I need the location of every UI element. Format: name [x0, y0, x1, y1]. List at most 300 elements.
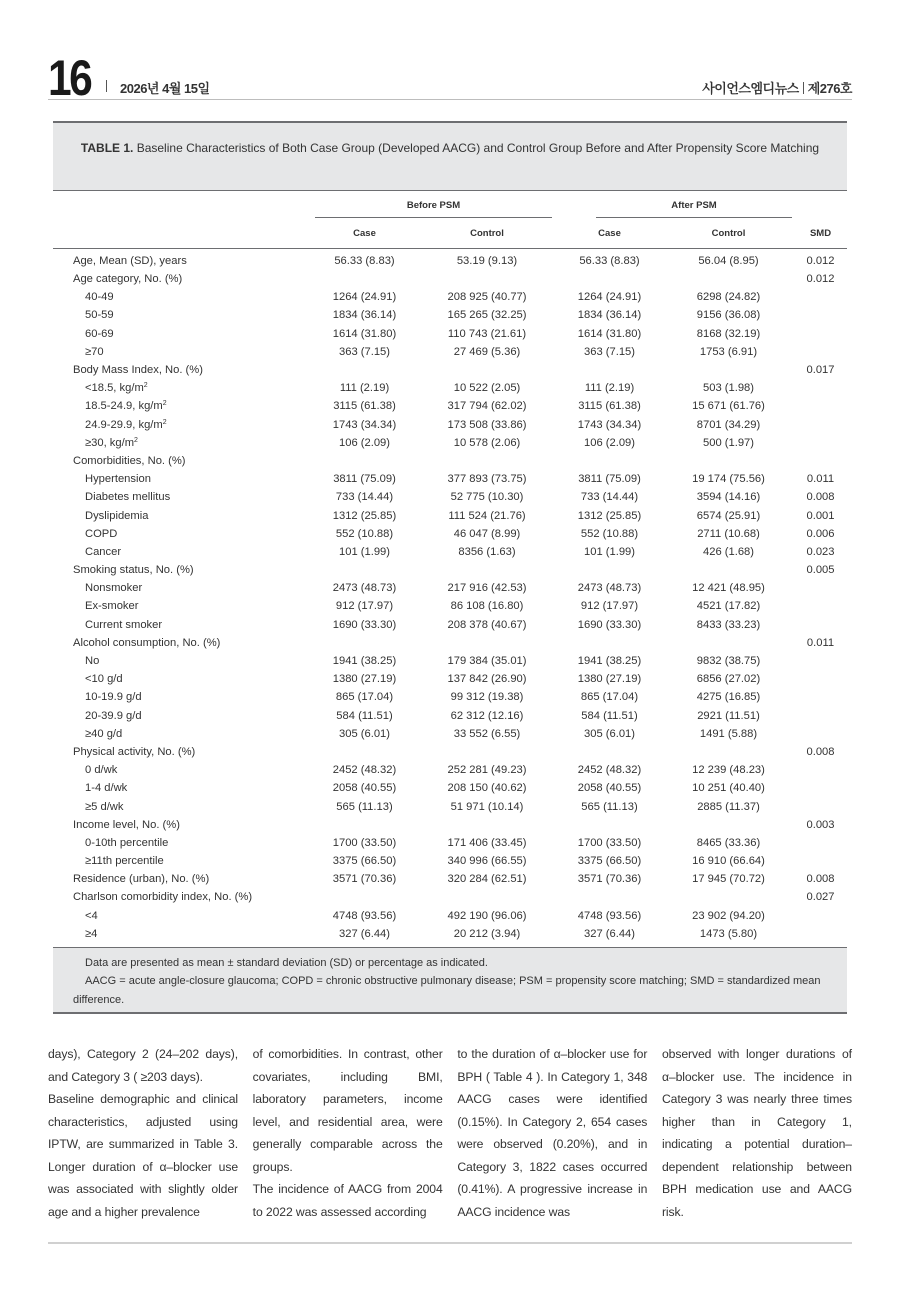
row-label: <10 g/d — [85, 673, 123, 686]
before-case-value: 565 (11.13) — [336, 800, 393, 813]
table-note: AACG = acute angle-closure glaucoma; COPD = chronic obstructive pulmonary disease; PSM = propensity score matching; SMD = standardized mean difference. — [73, 975, 821, 1006]
before-case-value: 305 (6.01) — [339, 727, 390, 740]
before-control-value: 86 108 (16.80) — [450, 600, 524, 613]
article-column — [457, 1043, 647, 1223]
smd-value: 0.008 — [806, 745, 835, 758]
row-label: Residence (urban), No. (%) — [73, 873, 210, 886]
row-label: 60-69 — [85, 327, 114, 340]
table-row — [53, 434, 847, 452]
after-case-value: 2473 (48.73) — [577, 582, 642, 595]
article-paragraph: observed with longer durations of α–blocker use. The incidence in Category 3 was nearly three times higher than in Category 1, indicating a potential duration–dependent relationship between BPH medication use and AACG risk. — [661, 1047, 852, 1219]
after-case-value: 3375 (66.50) — [577, 855, 642, 868]
before-control-value: 33 552 (6.55) — [453, 727, 521, 740]
before-case-value — [311, 361, 418, 379]
before-case-value: 865 (17.04) — [335, 691, 394, 704]
before-control-value: 10 578 (2.06) — [453, 436, 521, 449]
row-label: Cancer — [85, 545, 122, 558]
table-row — [53, 888, 847, 906]
before-control-value — [418, 634, 556, 652]
smd-value — [794, 325, 847, 343]
smd-value: 0.012 — [806, 273, 835, 286]
after-case-value: 1690 (33.30) — [577, 618, 642, 631]
issue-date: 2026년 4월 15일 — [120, 81, 210, 96]
smd-value — [794, 306, 847, 324]
smd-value — [794, 907, 847, 925]
after-control-value: 15 671 (61.76) — [692, 400, 765, 413]
after-case-value: 1834 (36.14) — [577, 309, 642, 322]
article-paragraph: Baseline demographic and clinical characteristics, adjusted using IPTW, are summarized in Table 3. Longer duration of α–blocker use was associated with slightly older age and a higher prevalence — [48, 1092, 238, 1219]
row-label: ≥11th percentile — [85, 855, 164, 868]
publication-info — [702, 78, 852, 97]
after-case-value: 1700 (33.50) — [577, 836, 642, 849]
before-control-value — [418, 270, 556, 288]
row-label: Age category, No. (%) — [73, 273, 183, 286]
after-control-value — [663, 361, 794, 379]
row-label: Diabetes mellitus — [85, 491, 171, 504]
row-label: Income level, No. (%) — [73, 818, 180, 831]
before-case-value: 56.33 (8.83) — [334, 255, 395, 268]
before-control-value: 208 150 (40.62) — [447, 782, 527, 795]
after-control-value: 12 421 (48.95) — [692, 582, 765, 595]
smd-value — [794, 725, 847, 743]
table-row — [53, 488, 847, 506]
footer-divider — [48, 1242, 852, 1244]
baseline-characteristics-table — [53, 191, 847, 947]
row-label: <18.5, $kg/m^2$ — [85, 382, 148, 395]
row-label: Smoking status, No. (%) — [73, 564, 194, 577]
before-case-value: 1743 (34.34) — [332, 418, 397, 431]
after-case-value: 2452 (48.32) — [577, 764, 642, 777]
before-case-value — [311, 561, 418, 579]
table-row — [53, 925, 847, 947]
after-control-value: 1753 (6.91) — [699, 345, 758, 358]
before-case-value: 3375 (66.50) — [332, 855, 397, 868]
after-control-value: 4275 (16.85) — [696, 691, 761, 704]
before-control-value: 340 996 (66.55) — [447, 855, 527, 868]
before-control-value: 52 775 (10.30) — [450, 491, 524, 504]
before-case-value — [311, 816, 418, 834]
before-case-value — [311, 888, 418, 906]
smd-value: 0.011 — [806, 636, 835, 649]
row-label: ≥40 g/d — [85, 727, 123, 740]
before-case-value: 327 (6.44) — [339, 927, 390, 940]
after-case-value — [556, 452, 663, 470]
before-control-value: 208 378 (40.67) — [447, 618, 527, 631]
col-header-after-control: Control — [663, 219, 794, 248]
after-control-value: 8168 (32.19) — [696, 327, 761, 340]
table-caption-label: TABLE 1. — [80, 141, 134, 155]
table-row — [53, 816, 847, 834]
smd-value — [794, 616, 847, 634]
smd-value: 0.011 — [806, 473, 835, 486]
after-control-value — [663, 270, 794, 288]
before-case-value: 1264 (24.91) — [332, 291, 397, 304]
row-label: No — [85, 655, 100, 668]
smd-value — [794, 379, 847, 397]
smd-value: 0.012 — [806, 255, 835, 268]
before-case-value: 1380 (27.19) — [332, 673, 397, 686]
before-control-value: 27 469 (5.36) — [453, 345, 521, 358]
after-control-value: 8701 (34.29) — [696, 418, 761, 431]
smd-value — [794, 925, 847, 947]
smd-value: 0.003 — [806, 818, 835, 831]
table-row — [53, 688, 847, 706]
table-row — [53, 416, 847, 434]
col-header-smd: SMD — [794, 219, 847, 248]
smd-value: 0.008 — [806, 873, 835, 886]
page-number: 16 — [48, 50, 91, 106]
after-control-value: 19 174 (75.56) — [692, 473, 765, 486]
row-label: <4 — [85, 909, 98, 922]
smd-value — [794, 652, 847, 670]
table-row — [53, 634, 847, 652]
after-case-value: 106 (2.09) — [584, 436, 635, 449]
smd-value — [794, 343, 847, 361]
before-case-value: 1690 (33.30) — [332, 618, 397, 631]
after-control-value: 1491 (5.88) — [699, 727, 758, 740]
table-caption — [53, 121, 847, 191]
table-row — [53, 525, 847, 543]
before-control-value: 8356 (1.63) — [458, 545, 516, 558]
before-control-value: 171 406 (33.45) — [447, 836, 527, 849]
smd-value — [794, 707, 847, 725]
table-row — [53, 579, 847, 597]
table-row — [53, 270, 847, 288]
after-control-value — [663, 452, 794, 470]
article-body — [48, 1043, 852, 1223]
before-control-value: 208 925 (40.77) — [447, 291, 527, 304]
before-case-value: 2058 (40.55) — [332, 782, 397, 795]
smd-value — [794, 397, 847, 415]
after-control-value: 2885 (11.37) — [697, 800, 760, 813]
row-label: ≥70 — [85, 345, 104, 358]
after-case-value: 733 (14.44) — [580, 491, 639, 504]
before-control-value: 99 312 (19.38) — [450, 691, 524, 704]
table-row — [53, 779, 847, 797]
after-control-value: 9156 (36.08) — [696, 309, 761, 322]
after-case-value: 4748 (93.56) — [577, 909, 642, 922]
row-label: 40-49 — [85, 291, 114, 304]
table-body — [53, 248, 847, 947]
before-case-value: 363 (7.15) — [339, 345, 390, 358]
row-label: 18.5-24.9, $kg/m^2$ — [85, 400, 167, 413]
table-row — [53, 725, 847, 743]
table-row — [53, 506, 847, 524]
table-row — [53, 852, 847, 870]
after-case-value: 1614 (31.80) — [577, 327, 642, 340]
after-case-value: 363 (7.15) — [584, 345, 635, 358]
smd-value — [794, 834, 847, 852]
after-control-value: 8433 (33.23) — [696, 618, 761, 631]
table-row — [53, 248, 847, 270]
smd-value: 0.023 — [806, 545, 835, 558]
table-row — [53, 343, 847, 361]
before-control-value: 111 524 (21.76) — [448, 509, 526, 522]
table-row — [53, 561, 847, 579]
row-label: Comorbidities, No. (%) — [73, 454, 186, 467]
table-caption-text: Baseline Characteristics of Both Case Group (Developed AACG) and Control Group Before and After Propensity Score Matching — [133, 141, 820, 155]
article-paragraph: The incidence of AACG from 2004 to 2022 was assessed according — [252, 1182, 443, 1219]
row-label: Physical activity, No. (%) — [73, 745, 196, 758]
table-row — [53, 761, 847, 779]
row-label: COPD — [85, 527, 118, 540]
before-control-value: 217 916 (42.53) — [447, 582, 527, 595]
after-control-value: 6574 (25.91) — [696, 509, 761, 522]
row-label: 10-19.9 g/d — [85, 691, 142, 704]
after-case-value: 1743 (34.34) — [577, 418, 642, 431]
after-control-value: 8465 (33.36) — [696, 836, 761, 849]
issue-number: 제276호 — [807, 81, 852, 96]
after-case-value: 865 (17.04) — [580, 691, 639, 704]
after-control-value — [663, 743, 794, 761]
smd-value: 0.006 — [806, 527, 835, 540]
table-row — [53, 325, 847, 343]
smd-value — [794, 797, 847, 815]
before-control-value: 110 743 (21.61) — [447, 327, 527, 340]
before-control-value: 10 522 (2.05) — [453, 382, 521, 395]
smd-value — [794, 779, 847, 797]
row-label: Current smoker — [85, 618, 163, 631]
before-control-value — [418, 561, 556, 579]
smd-value: 0.001 — [806, 509, 835, 522]
table-row — [53, 707, 847, 725]
after-case-value: 1941 (38.25) — [577, 655, 642, 668]
after-case-value — [556, 561, 663, 579]
after-control-value — [663, 561, 794, 579]
table-row — [53, 670, 847, 688]
before-case-value: 106 (2.09) — [339, 436, 390, 449]
before-control-value — [418, 452, 556, 470]
row-label: 1-4 d/wk — [85, 782, 128, 795]
after-case-value — [556, 634, 663, 652]
table-row — [53, 834, 847, 852]
after-case-value — [556, 361, 663, 379]
row-label: ≥4 — [85, 927, 98, 940]
row-label: Charlson comorbidity index, No. (%) — [73, 891, 253, 904]
after-control-value: 500 (1.97) — [703, 436, 754, 449]
before-control-value: 252 281 (49.23) — [447, 764, 527, 777]
before-control-value — [418, 888, 556, 906]
row-label: ≥5 d/wk — [85, 800, 124, 813]
after-case-value: 56.33 (8.83) — [579, 255, 640, 268]
after-case-value: 1312 (25.85) — [577, 509, 642, 522]
article-paragraph: to the duration of α–blocker use for BPH ( Table 4 ). In Category 1, 348 AACG cases were identified (0.15%). In Category 2, 654 cases were observed (0.20%), and in Category 3, 1822 cases occurred (0.41%). A progressive increase in AACG incidence was — [457, 1047, 648, 1219]
row-label: Hypertension — [85, 473, 151, 486]
after-control-value: 56.04 (8.95) — [698, 255, 759, 268]
after-case-value: 305 (6.01) — [584, 727, 635, 740]
table-row — [53, 907, 847, 925]
before-case-value: 3811 (75.09) — [333, 473, 396, 486]
table-row — [53, 797, 847, 815]
before-case-value — [311, 743, 418, 761]
before-case-value: 111 (2.19) — [339, 382, 390, 395]
table-row — [53, 452, 847, 470]
smd-value — [794, 670, 847, 688]
after-control-value: 16 910 (66.64) — [692, 855, 765, 868]
before-control-value — [418, 361, 556, 379]
after-case-value: 552 (10.88) — [580, 527, 639, 540]
table-1 — [53, 121, 847, 1014]
smd-value — [794, 288, 847, 306]
before-case-value: 1834 (36.14) — [332, 309, 397, 322]
after-case-value: 327 (6.44) — [584, 927, 635, 940]
after-control-value: 12 239 (48.23) — [692, 764, 765, 777]
row-label: Age, Mean (SD), years — [73, 255, 187, 268]
after-control-value: 2711 (10.68) — [697, 527, 760, 540]
group-header-after-psm: After PSM — [556, 191, 794, 219]
before-case-value: 2473 (48.73) — [332, 582, 397, 595]
after-case-value — [556, 888, 663, 906]
smd-value — [794, 579, 847, 597]
article-paragraph: days), Category 2 (24–202 days), and Category 3 ( ≥203 days). — [48, 1047, 238, 1084]
before-control-value: 62 312 (12.16) — [450, 709, 524, 722]
after-control-value: 17 945 (70.72) — [692, 873, 765, 886]
row-label: ≥30, $kg/m^2$ — [85, 436, 138, 449]
after-control-value: 23 902 (94.20) — [692, 909, 765, 922]
smd-value — [794, 597, 847, 615]
table-row — [53, 470, 847, 488]
before-case-value: 1941 (38.25) — [332, 655, 397, 668]
table-row — [53, 652, 847, 670]
smd-value — [794, 852, 847, 870]
table-row — [53, 306, 847, 324]
row-label: Alcohol consumption, No. (%) — [73, 636, 221, 649]
before-case-value: 733 (14.44) — [335, 491, 394, 504]
after-control-value — [663, 888, 794, 906]
before-case-value — [311, 452, 418, 470]
before-control-value: 320 284 (62.51) — [447, 873, 527, 886]
after-control-value: 4521 (17.82) — [696, 600, 761, 613]
before-control-value — [418, 816, 556, 834]
before-control-value: 317 794 (62.02) — [447, 400, 527, 413]
table-row — [53, 379, 847, 397]
after-case-value: 3571 (70.36) — [577, 873, 642, 886]
after-case-value: 565 (11.13) — [581, 800, 638, 813]
publication-name: 사이언스엠디뉴스 — [702, 81, 799, 96]
before-case-value — [311, 270, 418, 288]
smd-value: 0.008 — [806, 491, 835, 504]
col-header-before-case: Case — [311, 219, 418, 248]
before-case-value: 552 (10.88) — [335, 527, 394, 540]
after-case-value: 111 (2.19) — [584, 382, 635, 395]
after-control-value: 1473 (5.80) — [699, 927, 758, 940]
row-label: Body Mass Index, No. (%) — [73, 364, 203, 377]
article-column — [253, 1043, 443, 1223]
before-case-value: 4748 (93.56) — [332, 909, 397, 922]
smd-value — [794, 452, 847, 470]
table-row — [53, 870, 847, 888]
before-control-value: 53.19 (9.13) — [456, 255, 518, 268]
table-row — [53, 397, 847, 415]
row-label: Dyslipidemia — [85, 509, 149, 522]
row-label: 20-39.9 g/d — [85, 709, 142, 722]
article-paragraph: of comorbidities. In contrast, other covariates, including BMI, laboratory parameters, income level, and residential area, were generally comparable across the groups. — [252, 1047, 443, 1174]
row-label: 24.9-29.9, $kg/m^2$ — [85, 418, 167, 431]
smd-value: 0.027 — [806, 891, 835, 904]
table-notes — [53, 947, 847, 1015]
smd-value — [794, 761, 847, 779]
after-case-value: 3115 (61.38) — [578, 400, 641, 413]
before-case-value: 3571 (70.36) — [332, 873, 397, 886]
table-row — [53, 597, 847, 615]
after-case-value — [556, 743, 663, 761]
smd-value: 0.017 — [806, 364, 835, 377]
after-case-value — [556, 270, 663, 288]
row-label: 0-10th percentile — [85, 836, 169, 849]
before-case-value: 1614 (31.80) — [332, 327, 397, 340]
row-label: 0 d/wk — [85, 764, 118, 777]
after-case-value: 3811 (75.09) — [578, 473, 641, 486]
after-case-value — [556, 816, 663, 834]
smd-value — [794, 434, 847, 452]
after-case-value: 101 (1.99) — [584, 545, 635, 558]
row-label: Nonsmoker — [85, 582, 143, 595]
before-case-value: 1312 (25.85) — [332, 509, 397, 522]
before-control-value: 165 265 (32.25) — [447, 309, 527, 322]
table-row — [53, 543, 847, 561]
after-control-value: 10 251 (40.40) — [692, 782, 765, 795]
table-row — [53, 288, 847, 306]
before-control-value: 51 971 (10.14) — [450, 800, 524, 813]
after-control-value — [663, 634, 794, 652]
after-control-value: 6856 (27.02) — [696, 673, 761, 686]
before-control-value: 137 842 (26.90) — [447, 673, 527, 686]
before-control-value: 179 384 (35.01) — [447, 655, 527, 668]
after-control-value — [663, 816, 794, 834]
col-header-before-control: Control — [418, 219, 556, 248]
after-control-value: 6298 (24.82) — [696, 291, 761, 304]
before-case-value — [311, 634, 418, 652]
after-control-value: 2921 (11.51) — [697, 709, 760, 722]
page-header — [48, 50, 852, 106]
article-column — [48, 1043, 238, 1223]
after-control-value: 426 (1.68) — [703, 545, 754, 558]
smd-value — [794, 416, 847, 434]
before-case-value: 101 (1.99) — [339, 545, 390, 558]
before-control-value — [418, 743, 556, 761]
before-case-value: 1700 (33.50) — [332, 836, 397, 849]
before-control-value: 46 047 (8.99) — [453, 527, 521, 540]
col-header-after-case: Case — [556, 219, 663, 248]
smd-value — [794, 688, 847, 706]
after-case-value: 912 (17.97) — [580, 600, 639, 613]
after-control-value: 503 (1.98) — [703, 382, 754, 395]
before-control-value: 377 893 (73.75) — [447, 473, 527, 486]
after-control-value: 3594 (14.16) — [696, 491, 761, 504]
table-row — [53, 743, 847, 761]
smd-value: 0.005 — [806, 564, 835, 577]
before-case-value: 2452 (48.32) — [332, 764, 397, 777]
after-case-value: 2058 (40.55) — [577, 782, 642, 795]
table-row — [53, 616, 847, 634]
before-case-value: 3115 (61.38) — [333, 400, 396, 413]
table-note: Data are presented as mean ± standard deviation (SD) or percentage as indicated. — [85, 956, 488, 969]
row-label: Ex-smoker — [85, 600, 139, 613]
after-case-value: 1380 (27.19) — [577, 673, 642, 686]
row-label: 50-59 — [85, 309, 114, 322]
before-case-value: 912 (17.97) — [335, 600, 394, 613]
before-case-value: 584 (11.51) — [336, 709, 393, 722]
before-control-value: 173 508 (33.86) — [447, 418, 527, 431]
header-separator — [106, 80, 107, 92]
after-case-value: 1264 (24.91) — [577, 291, 642, 304]
before-control-value: 492 190 (96.06) — [447, 909, 527, 922]
before-control-value: 20 212 (3.94) — [453, 927, 521, 940]
after-case-value: 584 (11.51) — [581, 709, 638, 722]
group-header-before-psm: Before PSM — [311, 191, 556, 219]
header-separator — [803, 82, 804, 94]
table-row — [53, 361, 847, 379]
